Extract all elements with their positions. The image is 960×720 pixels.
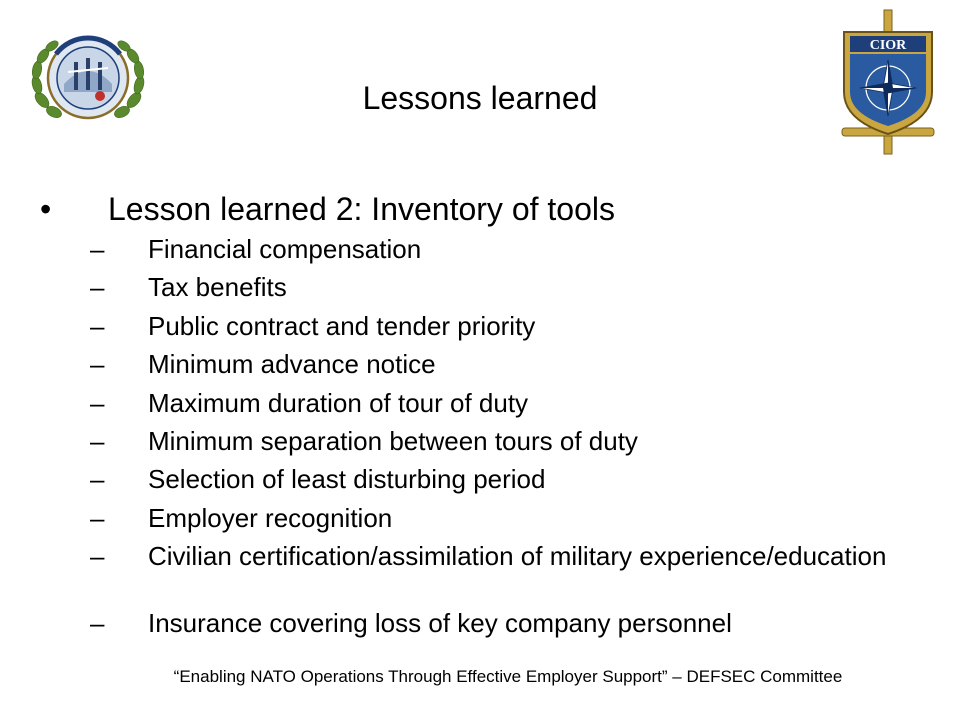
bullet-icon: • xyxy=(40,191,52,227)
slide-title: Lessons learned xyxy=(362,80,598,116)
dash-icon: – xyxy=(90,541,105,571)
dash-icon: – xyxy=(90,272,105,302)
cior-shield-text: CIOR xyxy=(869,38,907,53)
list-item-text: Financial compensation xyxy=(148,234,422,264)
dash-icon: – xyxy=(90,426,105,456)
dash-icon: – xyxy=(90,234,105,264)
list-item-text: Tax benefits xyxy=(148,272,287,302)
list-item-text: Minimum separation between tours of duty xyxy=(148,426,638,456)
list-item-text: Maximum duration of tour of duty xyxy=(148,388,529,418)
dash-icon: – xyxy=(90,464,105,494)
list-item-text: Civilian certification/assimilation of military experience/education xyxy=(148,541,887,571)
dash-icon: – xyxy=(90,608,105,638)
list-item-text: Public contract and tender priority xyxy=(148,311,536,341)
dash-icon: – xyxy=(90,311,105,341)
dash-icon: – xyxy=(90,349,105,379)
list-item-text: Selection of least disturbing period xyxy=(148,464,546,494)
dash-icon: – xyxy=(90,503,105,533)
list-item-text: Employer recognition xyxy=(148,503,393,533)
dash-icon: – xyxy=(90,388,105,418)
list-item-text: Insurance covering loss of key company personnel xyxy=(148,608,732,638)
slide-footer: “Enabling NATO Operations Through Effective Employer Support” – DEFSEC Committee xyxy=(173,667,843,686)
main-bullet-text: Lesson learned 2: Inventory of tools xyxy=(108,191,615,227)
list-item-text: Minimum advance notice xyxy=(148,349,436,379)
